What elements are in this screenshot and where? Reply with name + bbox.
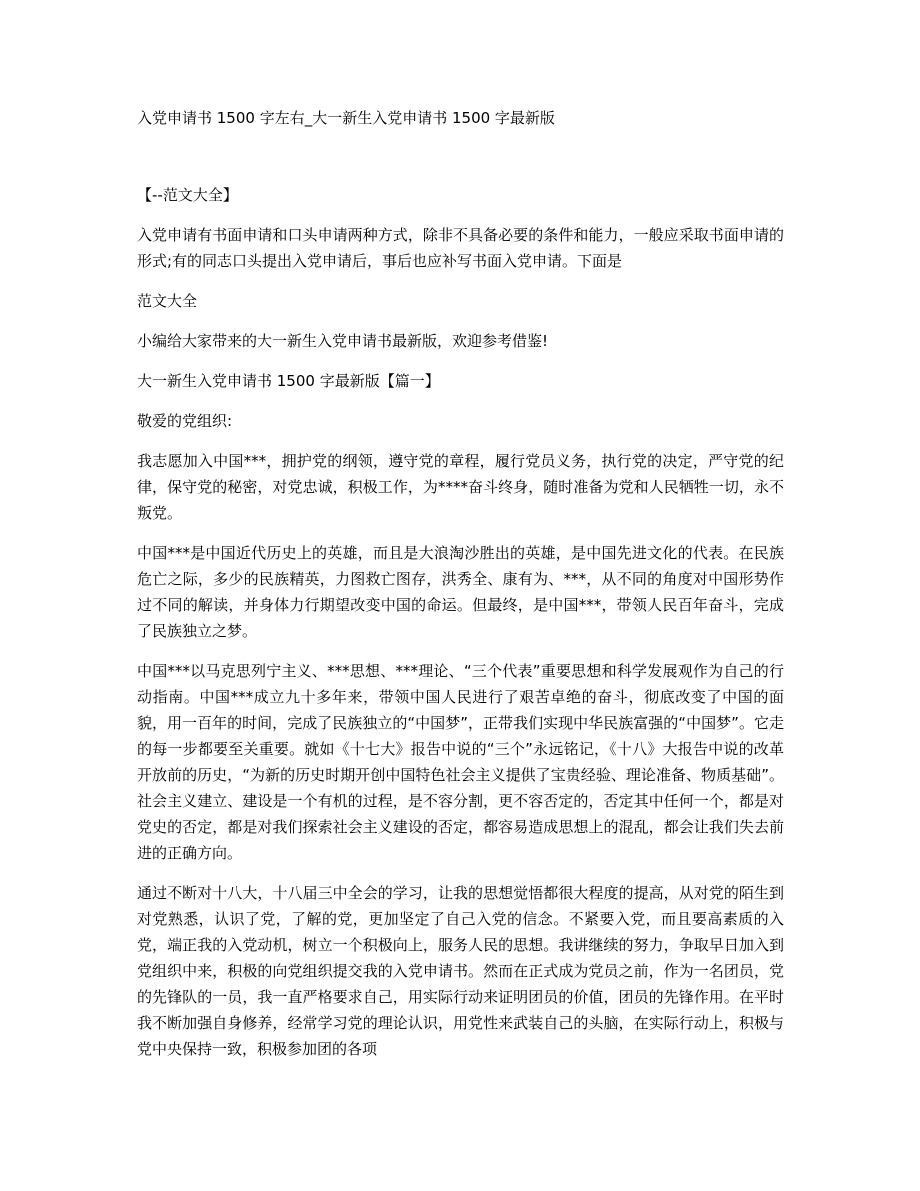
source-line: 范文大全 (137, 292, 198, 310)
editor-note: 小编给大家带来的大一新生入党申请书最新版，欢迎参考借鉴! (137, 332, 549, 350)
section-heading: 大一新生入党申请书 1500 字最新版【篇一】 (137, 372, 440, 390)
document-body (137, 182, 784, 1076)
salutation: 敬爱的党组织: (137, 412, 233, 430)
body-paragraph: 中国***以马克思列宁主义、***思想、***理论、“三个代表”重要思想和科学发展观作为自己的行动指南。中国***成立九十多年来，带领中国人民进行了艰苦卓绝的奋斗，彻底改变了中国的面貌，用一百年的时间，完成了民族独立的“中国梦”，正带我们实现中华民族富强的“中国梦”。它走的每一步都要至关重要。就如《十七大》报告中说的“三个”永远铭记，《十八》大报告中说的改革开放前的历史，“为新的历史时期开创中国特色社会主义提供了宝贵经验、理论准备、物质基础”。社会主义建立、建设是一个有机的过程，是不容分割，更不容否定的，否定其中任何一个，都是对党史的否定，都是对我们探索社会主义建设的否定，都容易造成思想上的混乱，都会让我们失去前进的正确方向。 (137, 662, 784, 862)
body-paragraph: 通过不断对十八大，十八届三中全会的学习，让我的思想觉悟都很大程度的提高，从对党的陌生到对党熟悉，认识了党，了解的党，更加坚定了自己入党的信念。不紧要入党，而且要高素质的入党，端正我的入党动机，树立一个积极向上，服务人民的思想。我讲继续的努力，争取早日加入到党组织中来，积极的向党组织提交我的入党申请书。然而在正式成为党员之前，作为一名团员，党的先锋队的一员，我一直严格要求自己，用实际行动来证明团员的价值，团员的先锋作用。在平时我不断加强自身修养，经常学习党的理论认识，用党性来武装自己的头脑，在实际行动上，积极与党中央保持一致，积极参加团的各项 (137, 884, 784, 1058)
intro-paragraph: 入党申请有书面申请和口头申请两种方式，除非不具备必要的条件和能力，一般应采取书面申请的形式;有的同志口头提出入党申请后，事后也应补写书面入党申请。下面是 (137, 226, 784, 270)
category-tag: 【--范文大全】 (137, 186, 238, 204)
body-paragraph: 中国***是中国近代历史上的英雄，而且是大浪淘沙胜出的英雄，是中国先进文化的代表。在民族危亡之际，多少的民族精英，力图救亡图存，洪秀全、康有为、***，从不同的角度对中国形势作过不同的解读，并身体力行期望改变中国的命运。但最终，是中国***，带领人民百年奋斗，完成了民族独立之梦。 (137, 544, 784, 640)
body-paragraph: 我志愿加入中国***，拥护党的纲领，遵守党的章程，履行党员义务，执行党的决定，严守党的纪律，保守党的秘密，对党忠诚，积极工作，为****奋斗终身，随时准备为党和人民牺牲一切，永不叛党。 (137, 452, 784, 522)
document-title: 入党申请书 1500 字左右_大一新生入党申请书 1500 字最新版 (137, 109, 555, 127)
